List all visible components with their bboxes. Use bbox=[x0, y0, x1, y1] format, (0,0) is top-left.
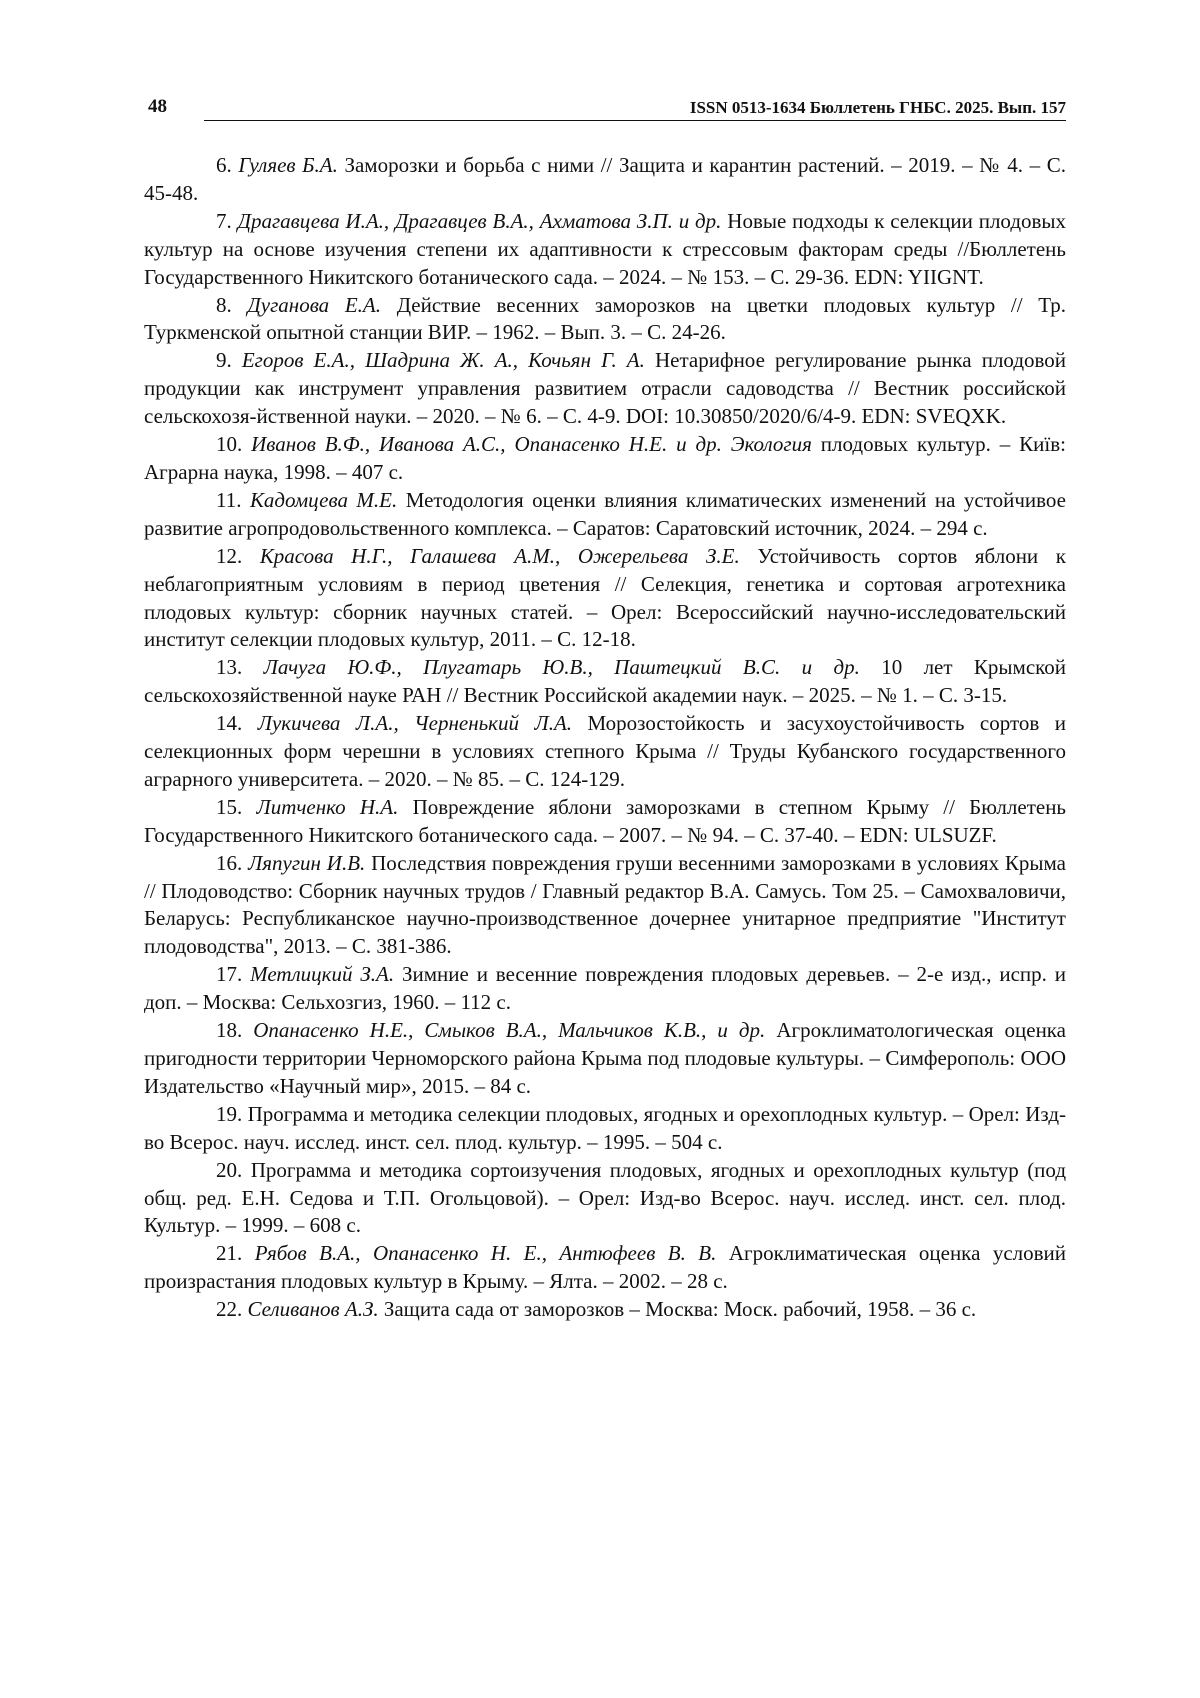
reference-number: 18. bbox=[216, 1018, 243, 1043]
reference-item bbox=[144, 710, 1066, 794]
reference-item bbox=[144, 1101, 1066, 1157]
reference-authors: Ляпугин И.В. bbox=[248, 850, 366, 875]
reference-text: Нетарифное регулирование рынка плодовой продукции как инструмент управления развитием отрасли садоводства // Вестник российской сельскохозя-йственной науки. – 2020. – № 6. – С. 4-9. DOI: 10.30850/2020/6/4-9. EDN: SVEQXK. bbox=[144, 348, 1067, 429]
reference-number: 22. bbox=[216, 1297, 243, 1322]
reference-authors: Метлицкий З.А. bbox=[250, 962, 395, 987]
reference-number: 15. bbox=[216, 794, 243, 819]
reference-number: 14. bbox=[216, 711, 243, 736]
reference-text: Методология оценки влияния климатических изменений на устойчивое развитие агропродовольственного комплекса. – Саратов: Саратовский источник, 2024. – 294 с. bbox=[144, 487, 1067, 540]
reference-number: 11. bbox=[216, 487, 242, 512]
reference-item bbox=[144, 292, 1066, 348]
reference-authors: Красова Н.Г., Галашева А.М., Ожерельева З.Е. bbox=[259, 543, 740, 568]
header-rule bbox=[204, 120, 1066, 121]
reference-item bbox=[144, 487, 1066, 543]
reference-authors: Драгавцева И.А., Драгавцев В.А., Ахматова З.П. и др. bbox=[237, 208, 722, 233]
reference-item bbox=[144, 543, 1066, 655]
reference-item bbox=[144, 152, 1066, 208]
reference-text: Повреждение яблони заморозками в степном Крыму // Бюллетень Государственного Никитского ботанического сада. – 2007. – № 94. – С. 37-40. – EDN: ULSUZF. bbox=[144, 794, 1067, 847]
reference-text: Последствия повреждения груши весенними заморозками в условиях Крыма // Плодоводство: Сборник научных трудов / Главный редактор В.А. Самусь. Том 25. – Самохваловичи, Беларусь: Республиканское научно-производственное дочернее унитарное предприятие "Институт плодоводства", 2013. – С. 381-386. bbox=[144, 850, 1066, 959]
reference-text: 10 лет Крымской сельскохозяйственной науке РАН // Вестник Российской академии наук. – 2025. – № 1. – С. 3-15. bbox=[144, 655, 1067, 708]
reference-number: 16. bbox=[216, 850, 243, 875]
reference-number: 20. bbox=[216, 1157, 243, 1182]
reference-number: 7. bbox=[216, 208, 232, 233]
reference-text: Агроклиматическая оценка условий произрастания плодовых культур в Крыму. – Ялта. – 2002. – 28 с. bbox=[144, 1241, 1067, 1294]
reference-item bbox=[144, 1240, 1066, 1296]
reference-authors: Кадомцева М.Е. bbox=[249, 487, 398, 512]
reference-text: Морозостойкость и засухоустойчивость сортов и селекционных форм черешни в условиях степного Крыма // Труды Кубанского государственного аграрного университета. – 2020. – № 85. – С. 124-129. bbox=[144, 711, 1066, 791]
reference-text: Программа и методика сортоизучения плодовых, ягодных и орехоплодных культур (под общ. ред. Е.Н. Седова и Т.П. Огольцовой). – Орел: Изд-во Всерос. науч. исслед. инст. сел. плод. Культур. – 1999. – 608 с. bbox=[144, 1157, 1067, 1238]
reference-number: 10. bbox=[216, 432, 243, 457]
journal-title: ISSN 0513-1634 Бюллетень ГНБС. 2025. Вып. 157 bbox=[689, 98, 1066, 117]
reference-number: 21. bbox=[216, 1241, 243, 1266]
reference-item bbox=[144, 1296, 1066, 1324]
reference-authors: Литченко Н.А. bbox=[256, 794, 399, 819]
reference-item bbox=[144, 431, 1066, 487]
reference-authors: Лукичева Л.А., Черненький Л.А. bbox=[257, 711, 573, 736]
reference-authors: Иванов В.Ф., Иванова А.С., Опанасенко Н.Е. и др. Экология bbox=[251, 432, 812, 457]
reference-item bbox=[144, 654, 1066, 710]
reference-text: плодовых культур. – Київ: Аграрна наука, 1998. – 407 с. bbox=[144, 432, 1066, 484]
reference-item bbox=[144, 347, 1066, 431]
reference-text: Заморозки и борьба с ними // Защита и карантин растений. – 2019. – № 4. – С. 45-48. bbox=[144, 153, 1066, 205]
reference-item bbox=[144, 850, 1066, 962]
reference-number: 19. bbox=[216, 1101, 243, 1126]
reference-authors: Селиванов А.З. bbox=[247, 1297, 379, 1322]
reference-authors: Рябов В.А., Опанасенко Н. Е., Антюфеев В. В. bbox=[254, 1241, 717, 1266]
reference-item bbox=[144, 794, 1066, 850]
page-header bbox=[148, 96, 1066, 124]
reference-number: 9. bbox=[216, 348, 232, 373]
reference-text: Защита сада от заморозков – Москва: Моск. рабочий, 1958. – 36 с. bbox=[383, 1297, 977, 1322]
reference-number: 13. bbox=[216, 655, 243, 680]
reference-authors: Гуляев Б.А. bbox=[238, 153, 338, 177]
reference-text: Новые подходы к селекции плодовых культур на основе изучения степени их адаптивности к стрессовым факторам среды //Бюллетень Государственного Никитского ботанического сада. – 2024. – № 153. – С. 29-36. EDN: YIIGNT. bbox=[144, 208, 1067, 289]
reference-item bbox=[144, 1157, 1066, 1241]
reference-item bbox=[144, 961, 1066, 1017]
reference-number: 8. bbox=[216, 292, 232, 317]
reference-text: Зимние и весенние повреждения плодовых деревьев. – 2-е изд., испр. и доп. – Москва: Сельхозгиз, 1960. – 112 с. bbox=[144, 962, 1066, 1015]
reference-authors: Лачуга Ю.Ф., Плугатарь Ю.В., Паштецкий В.С. и др. bbox=[263, 655, 860, 680]
reference-number: 12. bbox=[216, 543, 243, 568]
reference-item bbox=[144, 208, 1066, 292]
reference-number: 17. bbox=[216, 962, 243, 987]
reference-text: Программа и методика селекции плодовых, ягодных и орехоплодных культур. – Орел: Изд-во Всерос. науч. исслед. инст. сел. плод. культур. – 1995. – 504 с. bbox=[144, 1101, 1067, 1154]
reference-authors: Дуганова Е.А. bbox=[247, 292, 382, 317]
reference-number: 6. bbox=[216, 153, 232, 177]
reference-text: Агроклиматологическая оценка пригодности территории Черноморского района Крыма под плодовые культуры. – Симферополь: ООО Издательство «Научный мир», 2015. – 84 с. bbox=[144, 1018, 1067, 1098]
reference-text: Устойчивость сортов яблони к неблагоприятным условиям в период цветения // Селекция, генетика и сортовая агротехника плодовых культур: сборник научных статей. – Орел: Всероссийский научно-исследовательский институт селекции плодовых культур, 2011. – С. 12-18. bbox=[144, 543, 1066, 652]
reference-list bbox=[144, 152, 1066, 1324]
page-number: 48 bbox=[148, 96, 167, 117]
reference-text: Действие весенних заморозков на цветки плодовых культур // Тр. Туркменской опытной станции ВИР. – 1962. – Вып. 3. – С. 24-26. bbox=[144, 292, 1067, 345]
reference-authors: Опанасенко Н.Е., Смыков В.А., Мальчиков К.В., и др. bbox=[253, 1018, 766, 1043]
reference-item bbox=[144, 1017, 1066, 1101]
reference-authors: Егоров Е.А., Шадрина Ж. А., Кочьян Г. А. bbox=[241, 348, 645, 373]
